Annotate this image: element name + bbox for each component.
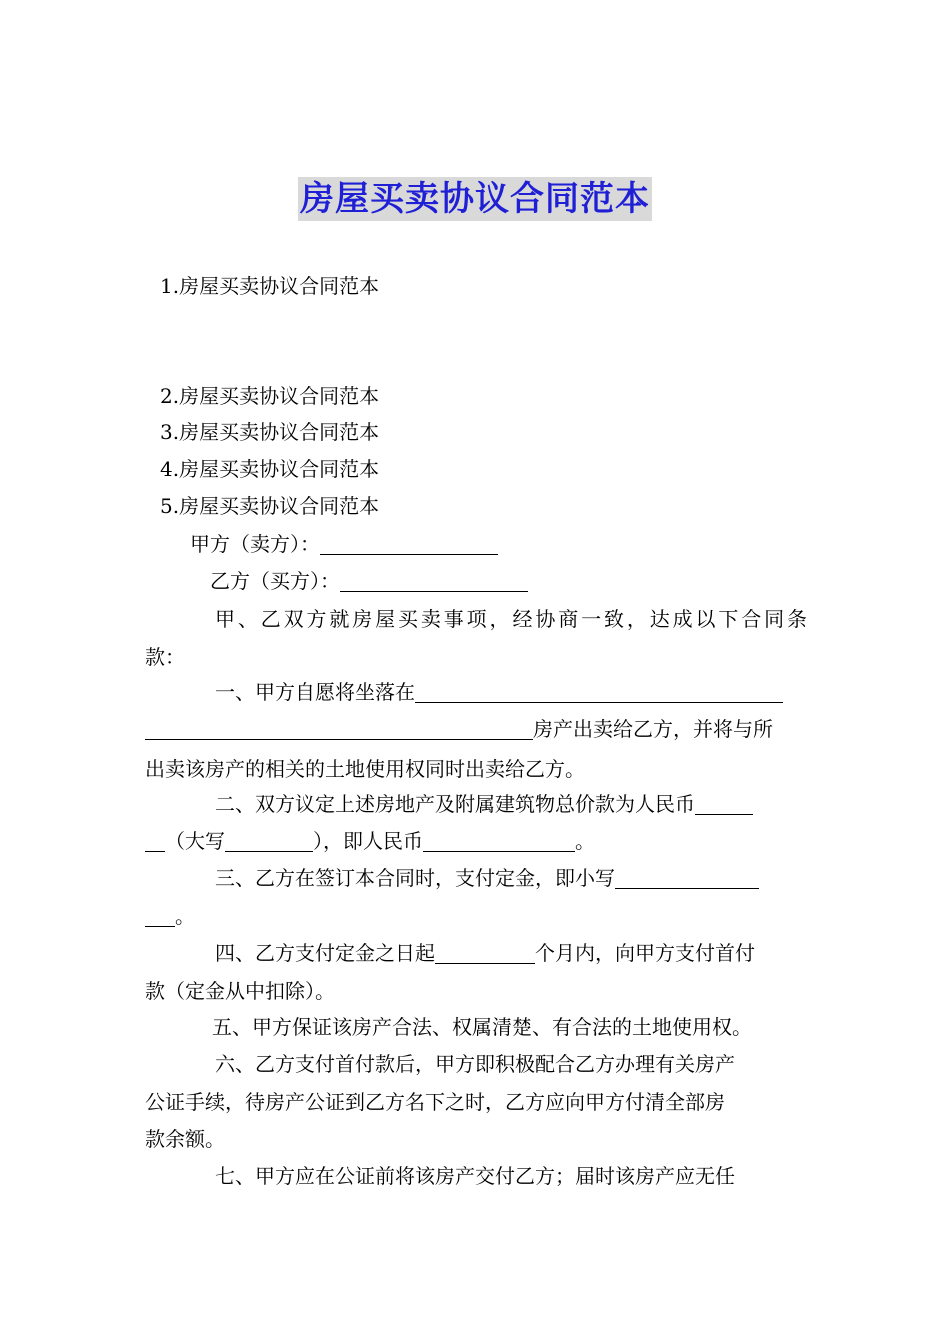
clause-5: 五、甲方保证该房产合法、权属清楚、有合法的土地使用权。	[212, 1015, 752, 1039]
clause-1-text-a: 一、甲方自愿将坐落在	[215, 680, 415, 704]
title-container	[0, 177, 950, 221]
clause-2-line-1	[215, 790, 753, 818]
party-b-blank	[340, 569, 528, 592]
clause-6-line-2: 公证手续，待房产公证到乙方名下之时，乙方应向甲方付清全部房	[145, 1090, 725, 1114]
clause-3-text-a: 三、乙方在签订本合同时，支付定金，即小写	[215, 866, 615, 890]
clause-2-text-d: 。	[575, 829, 595, 853]
toc-item-5: 5.房屋买卖协议合同范本	[160, 494, 380, 518]
clause-7-line-1: 七、甲方应在公证前将该房产交付乙方；届时该房产应无任	[215, 1164, 735, 1188]
clause-4-line-1	[215, 939, 755, 967]
clause-2-text-a: 二、双方议定上述房地产及附属建筑物总价款为人民币	[215, 792, 695, 816]
party-b-line	[210, 567, 528, 595]
clause-3-deposit-blank-a	[615, 866, 759, 889]
intro-line-1: 甲、乙双方就房屋买卖事项，经协商一致，达成以下合同条	[215, 607, 807, 631]
clause-4-line-2: 款（定金从中扣除）。	[145, 979, 335, 1003]
clause-2-line-2	[145, 827, 595, 855]
clause-2-rmb-blank	[423, 829, 575, 852]
clause-1-text-b: 房产出卖给乙方，并将与所	[533, 717, 773, 741]
toc-item-3: 3.房屋买卖协议合同范本	[160, 420, 380, 444]
toc-item-1: 1.房屋买卖协议合同范本	[160, 274, 380, 298]
toc-item-2: 2.房屋买卖协议合同范本	[160, 384, 380, 408]
clause-2-price-blank-b	[145, 829, 165, 852]
clause-1-line-3: 出卖该房产的相关的土地使用权同时出卖给乙方。	[145, 757, 585, 781]
clause-3-deposit-blank-b	[145, 904, 175, 927]
clause-3-line-2	[145, 902, 195, 930]
party-a-blank	[320, 532, 498, 555]
clause-2-uppercase-blank	[225, 829, 313, 852]
intro-line-2: 款：	[145, 645, 185, 669]
party-a-line	[190, 530, 498, 558]
clause-2-text-b: （大写	[165, 829, 225, 853]
clause-1-line-1	[215, 678, 783, 706]
clause-3-text-b: 。	[175, 904, 195, 928]
party-b-label: 乙方（买方）：	[210, 569, 340, 593]
clause-4-text-a: 四、乙方支付定金之日起	[215, 941, 435, 965]
clause-6-line-1: 六、乙方支付首付款后，甲方即积极配合乙方办理有关房产	[215, 1052, 735, 1076]
clause-1-location-blank-1	[415, 680, 783, 703]
clause-2-price-blank-a	[695, 792, 753, 815]
clause-1-line-2	[145, 715, 773, 743]
clause-4-months-blank	[435, 941, 535, 964]
clause-1-location-blank-2	[145, 717, 533, 740]
clause-2-text-c: ），即人民币	[313, 829, 423, 853]
clause-4-text-b: 个月内，向甲方支付首付	[535, 941, 755, 965]
clause-6-line-3: 款余额。	[145, 1127, 225, 1151]
party-a-label: 甲方（卖方）：	[190, 532, 320, 556]
document-title: 房屋买卖协议合同范本	[300, 179, 650, 219]
toc-item-4: 4.房屋买卖协议合同范本	[160, 457, 380, 481]
clause-3-line-1	[215, 864, 759, 892]
